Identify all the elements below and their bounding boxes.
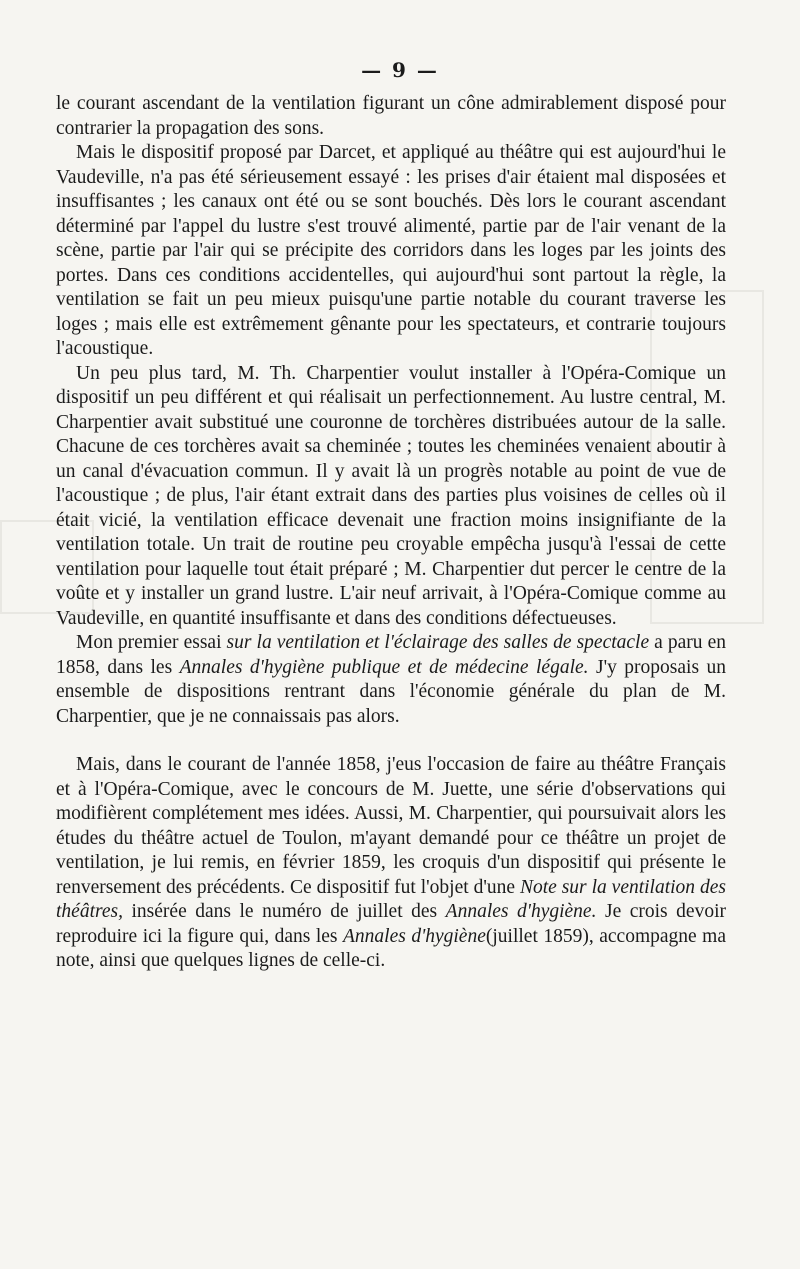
paragraph [56, 631, 726, 729]
paragraph [56, 141, 726, 362]
body-text [56, 92, 726, 974]
text-run: le courant ascendant de la ventilation figurant un cône admirablement disposé pour contrarier la propagation des sons. [56, 93, 726, 139]
page-number: — 9 — [361, 58, 439, 82]
paragraph [56, 362, 726, 632]
italic-title: Annales d'hygiène [343, 925, 486, 947]
text-run: Mais, dans le courant de l'année 1858, j'eus l'occasion de faire au théâtre Français et à l'Opéra-Comique, avec le concours de M. Juette, une série d'observations qui modifièrent complétement mes idées. Aussi, M. Charpentier, qui poursuivait alors les études du théâtre actuel de Toulon, m'ayant demandé pour ce théâtre un projet de ventilation, je lui remis, en février 1859, les croquis d'un dispositif qui présente le renversement des précédents. Ce dispositif fut l'objet d'une [56, 754, 726, 898]
text-run: (juillet 1859), accompagne ma note, ainsi que quelques lignes de celle-ci. [56, 925, 726, 971]
text-run: Je crois devoir reproduire ici la figure qui, dans les [56, 901, 726, 947]
text-run: insérée dans le numéro de juillet des [122, 901, 446, 922]
text-run: Un peu plus tard, M. Th. Charpentier voulut installer à l'Opéra-Comique un dispositif un peu différent et qui réalisait un perfectionnement. Au lustre central, M. Charpentier avait substitué une couronne de torchères distribuées autour de la salle. Chacune de ces torchères avait sa cheminée ; toutes les cheminées venaient aboutir à un canal d'évacuation commun. Il y avait là un progrès notable au point de vue de l'acoustique ; de plus, l'air étant extrait dans des parties plus voisines de celles où il était vicié, la ventilation efficace devenait une fraction moins insignifiante de la ventilation totale. Un trait de routine peu croyable empêcha jusqu'à l'essai de cette ventilation pour laquelle tout était préparé ; M. Charpentier dut percer le centre de la voûte et y installer un grand lustre. L'air neuf arrivait, à l'Opéra-Comique comme au Vaudeville, en quantité insuffisante et dans des conditions défectueuses. [56, 362, 726, 629]
italic-title: Annales d'hygiène. [445, 901, 597, 922]
text-run: J'y proposais un ensemble de dispositions rentrant dans l'économie générale du plan de M. Charpentier, que je ne connaissais pas alors. [56, 656, 726, 727]
italic-title: sur la ventilation et l'éclairage des salles de spectacle [226, 632, 650, 653]
italic-title: Note sur la ventilation des théâtres, [56, 876, 726, 922]
text-run: Mais le dispositif proposé par Darcet, et appliqué au théâtre qui est aujourd'hui le Vaudeville, n'a pas été sérieusement essayé : les prises d'air étaient mal disposées et insuffisantes ; les canaux ont été ou se sont bouchés. Dès lors le courant ascendant déterminé par l'appel du lustre s'est trouvé alimenté, partie par de l'air venant de la scène, partie par l'air qui se précipite des corridors dans les loges par les joints des portes. Dans ces conditions accidentelles, qui aujourd'hui sont partout la règle, la ventilation se fait un peu mieux puisqu'une partie notable du courant traverse les loges ; mais elle est extrêmement gênante pour les spectateurs, et contrarie toujours l'acoustique. [56, 142, 726, 359]
paragraph [56, 92, 726, 141]
paragraph [56, 753, 726, 974]
text-run: a paru en 1858, dans les [56, 632, 726, 678]
text-run: Mon premier essai [76, 632, 227, 653]
italic-title: Annales d'hygiène publique et de médecine légale. [179, 656, 589, 678]
